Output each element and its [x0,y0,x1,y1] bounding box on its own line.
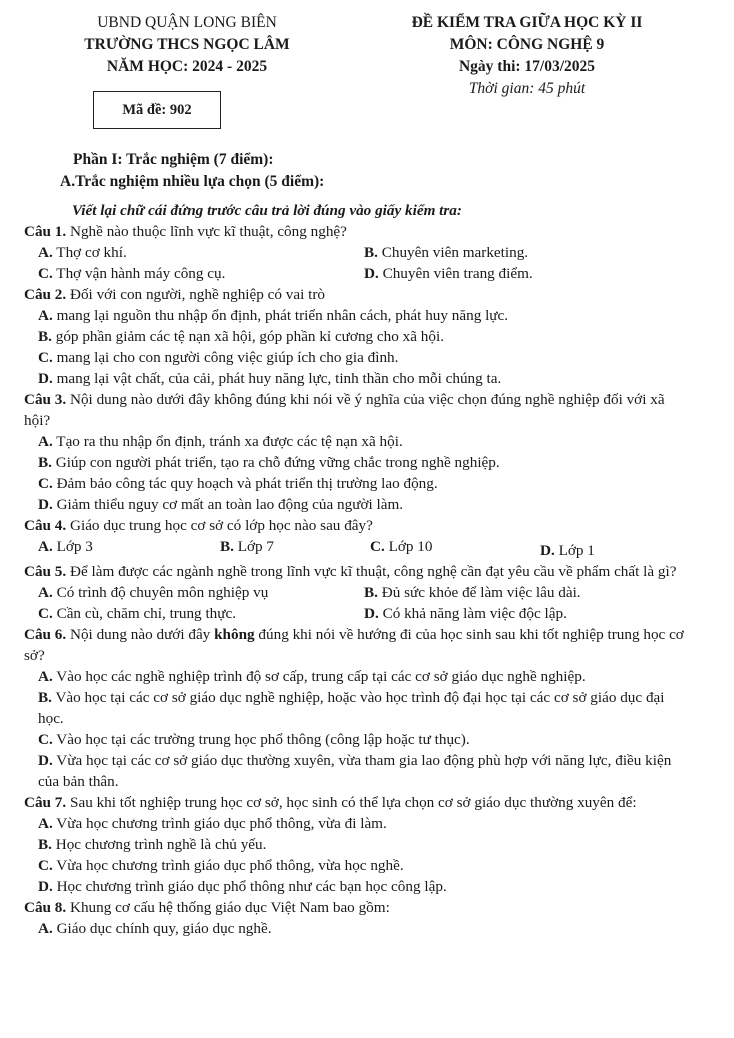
option-text: Vừa học chương trình giáo dục phổ thông, vừa đi làm. [52,815,387,832]
section-title: A.Trắc nghiệm nhiều lựa chọn (5 điểm): [60,173,325,190]
option-text: Giáo dục chính quy, giáo dục nghề. [52,920,272,937]
option-c [24,347,692,368]
option-b [220,536,370,561]
option-letter: D. [364,605,379,622]
option-b [24,687,692,729]
option-text: Lớp 3 [52,538,93,555]
option-a [24,242,364,263]
option-d [24,876,692,897]
option-letter: C. [38,731,53,748]
options-row [24,242,692,263]
option-letter: A. [38,584,53,601]
question-number: Câu 8. [24,899,67,916]
option-letter: A. [38,307,53,324]
option-b [364,242,528,263]
option-text: Lớp 10 [384,538,433,555]
options-row [24,603,692,624]
option-letter: D. [38,496,53,513]
option-text: mang lại cho con người công việc giúp ích cho gia đình. [52,349,399,366]
option-letter: A. [38,815,53,832]
question-3 [24,389,692,431]
option-letter: B. [38,328,52,345]
option-letter: D. [38,752,53,769]
option-a [24,813,692,834]
question-number: Câu 2. [24,286,67,303]
question-number: Câu 6. [24,626,67,643]
option-letter: D. [38,370,53,387]
question-text: Nội dung nào dưới đây không đúng khi nói về ý nghĩa của việc chọn đúng nghề nghiệp đối với xã hội? [24,391,665,429]
exam-code: Mã đề: 902 [122,101,192,118]
exam-duration: Thời gian: 45 phút [468,80,586,97]
option-c [24,473,692,494]
option-letter: B. [38,836,52,853]
question-6 [24,624,692,666]
exam-date: Ngày thi: 17/03/2025 [458,58,596,75]
option-a [24,918,692,939]
option-d [24,750,692,792]
options-row [24,582,692,603]
option-c [24,263,364,284]
option-c [24,603,364,624]
question-text: Nội dung nào dưới đây [66,626,215,643]
option-text: Đủ sức khỏe để làm việc lâu dài. [377,584,581,601]
option-b [24,326,692,347]
option-text: Thợ cơ khí. [52,244,127,261]
option-letter: B. [38,454,52,471]
option-text: mang lại nguồn thu nhập ổn định, phát triển nhân cách, phát huy năng lực. [52,307,509,324]
option-d [24,494,692,515]
option-text: Thợ vận hành máy công cụ. [52,265,226,282]
option-text: Giúp con người phát triển, tạo ra chỗ đứng vững chắc trong nghề nghiệp. [51,454,500,471]
option-a [24,536,220,561]
exam-content [24,149,692,939]
option-b [364,582,581,603]
question-4 [24,515,692,536]
option-text: Đảm bảo công tác quy hoạch và phát triển thị trường lao động. [52,475,438,492]
option-letter: A. [38,433,53,450]
question-text: Nghề nào thuộc lĩnh vực kĩ thuật, công nghệ? [66,223,347,240]
option-c [370,536,540,561]
question-text: Khung cơ cấu hệ thống giáo dục Việt Nam bao gồm: [66,899,390,916]
option-letter: D. [38,878,53,895]
options-row [24,536,692,561]
option-text: Tạo ra thu nhập ổn định, tránh xa được các tệ nạn xã hội. [52,433,403,450]
option-text: Lớp 7 [233,538,275,555]
option-text: Có trình độ chuyên môn nghiệp vụ [52,584,269,601]
option-letter: B. [38,689,52,706]
option-letter: A. [38,920,53,937]
question-2 [24,284,692,305]
option-a [24,582,364,603]
option-c [24,729,692,750]
school-header [52,12,322,78]
option-letter: B. [364,584,378,601]
option-d [364,263,533,284]
question-number: Câu 5. [24,563,67,580]
option-text: Giảm thiểu nguy cơ mất an toàn lao động của người làm. [52,496,404,513]
option-b [24,452,692,473]
option-letter: C. [38,605,53,622]
option-letter: C. [38,349,53,366]
option-text: Lớp 1 [554,542,595,559]
exam-title: ĐỀ KIỂM TRA GIỮA HỌC KỲ II [411,14,643,31]
school-year: NĂM HỌC: 2024 - 2025 [106,58,268,75]
question-number: Câu 4. [24,517,67,534]
instruction: Viết lại chữ cái đứng trước câu trả lời đúng vào giấy kiểm tra: [72,202,462,219]
option-a [24,666,692,687]
option-letter: A. [38,668,53,685]
question-text: Để làm được các ngành nghề trong lĩnh vực kĩ thuật, công nghệ cần đạt yêu cầu về phẩm chất là gì? [66,563,677,580]
option-text: Vào học tại các cơ sở giáo dục nghề nghiệp, hoặc vào học trình độ đại học tại các cơ sở giáo dục đại học. [38,689,665,727]
question-number: Câu 3. [24,391,67,408]
school-name: TRƯỜNG THCS NGỌC LÂM [84,36,290,53]
option-text: Vừa học chương trình giáo dục phổ thông, vừa học nghề. [52,857,404,874]
option-letter: D. [540,542,555,559]
question-1 [24,221,692,242]
question-emphasis: không [214,626,255,643]
option-letter: A. [38,538,53,555]
option-text: Học chương trình nghề là chủ yếu. [51,836,267,853]
exam-code-box [93,91,221,129]
option-a [24,305,692,326]
option-text: Học chương trình giáo dục phổ thông như các bạn học công lập. [52,878,447,895]
question-text: Giáo dục trung học cơ sở có lớp học nào sau đây? [66,517,373,534]
option-letter: C. [370,538,385,555]
question-8 [24,897,692,918]
option-text: Vào học tại các trường trung học phổ thông (công lập hoặc tư thục). [52,731,470,748]
option-text: Vào học các nghề nghiệp trình độ sơ cấp, trung cấp tại các cơ sở giáo dục nghề nghiệp. [52,668,586,685]
option-c [24,855,692,876]
option-text: Có khả năng làm việc độc lập. [378,605,567,622]
option-text: góp phần giảm các tệ nạn xã hội, góp phần kỉ cương cho xã hội. [51,328,444,345]
question-number: Câu 1. [24,223,67,240]
option-letter: A. [38,244,53,261]
option-letter: C. [38,857,53,874]
exam-header [372,12,682,100]
district-name: UBND QUẬN LONG BIÊN [97,14,277,31]
question-7 [24,792,692,813]
option-a [24,431,692,452]
question-text: Đối với con người, nghề nghiệp có vai trò [66,286,326,303]
options-row [24,263,692,284]
option-text: Chuyên viên trang điểm. [378,265,533,282]
option-text: mang lại vật chất, của cải, phát huy năng lực, tinh thần cho mỗi chúng ta. [52,370,502,387]
option-d [24,368,692,389]
question-5 [24,561,692,582]
exam-subject: MÔN: CÔNG NGHỆ 9 [449,36,605,53]
option-letter: D. [364,265,379,282]
question-text-cont: đúng khi nói về hướng đi của học sinh sau khi tốt nghiệp trung học cơ sở? [24,626,684,664]
option-text: Cần cù, chăm chỉ, trung thực. [52,605,237,622]
option-letter: B. [364,244,378,261]
question-text: Sau khi tốt nghiệp trung học cơ sở, học sinh có thể lựa chọn cơ sở giáo dục thường xuyên để: [66,794,637,811]
question-number: Câu 7. [24,794,67,811]
option-text: Vừa học tại các cơ sở giáo dục thường xuyên, vừa tham gia lao động phù hợp với năng lực, điều kiện của bản thân. [38,752,672,790]
option-text: Chuyên viên marketing. [377,244,529,261]
option-d [540,536,595,561]
option-letter: C. [38,265,53,282]
option-b [24,834,692,855]
option-letter: B. [220,538,234,555]
option-d [364,603,567,624]
option-letter: C. [38,475,53,492]
part-title: Phần I: Trắc nghiệm (7 điểm): [73,151,274,168]
